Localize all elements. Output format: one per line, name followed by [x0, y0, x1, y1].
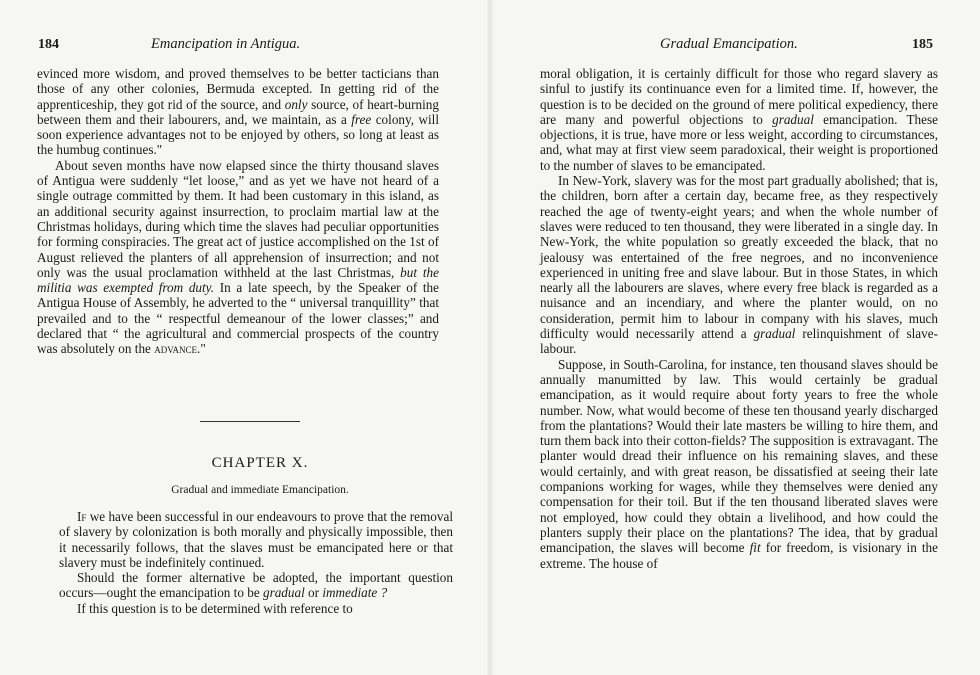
- right-page: [490, 0, 980, 675]
- paragraph: In New-York, slavery was for the most part gradually abolished; that is, the children, born after a certain day, became free, as they respectively reached the age of twenty-eight years; and when the whole number of slaves were reduced to ten thousand, they were liberated in a single day. In New-York, the white population so greatly exceeded the black, that no jealousy was entertained of the free negroes, and no inconvenience experienced in uniting free and slave labour. But in those States, in which nearly all the labourers are slaves, where every free black is regarded as a nuisance and an incendiary, and where the planter would, on no consideration, permit him to labour in company with his slaves, much difficulty would necessarily attend a gradual relinquishment of slave-labour.: [540, 173, 938, 357]
- paragraph: moral obligation, it is certainly difficult for those who regard slavery as sinful to justify its continuance even for a limited time. If, however, the question is to be decided on the ground of mere political expediency, there are many and powerful objections to gradual emancipation. These objections, it is true, have more or less weight, according to circumstances, and, what may at first view seem paradoxical, their weight is proportioned to the number of slaves to be emancipated.: [540, 66, 938, 173]
- section-divider: [200, 421, 300, 422]
- paragraph: Suppose, in South-Carolina, for instance, ten thousand slaves should be annually manumitted by law. This would certainly be gradual emancipation, as it would require about forty years to free the whole number. Now, what would become of these ten thousand yearly discharged from the plantations? Would their late masters be willing to hire them, and turn them back into their cotton-fields? The supposition is extravagant. The planter would dread their influence on his remaining slaves, and these would certainly, and with great reason, be dissatisfied at seeing their late companions working for wages, while they themselves were denied any compensation for their toil. But if the ten thousand liberated slaves were not employed, how could they obtain a livelihood, and how could the planters supply their place on the plantations? The idea, that by gradual emancipation, the slaves will become fit for freedom, is visionary in the extreme. The house of: [540, 356, 938, 571]
- paragraph: If we have been successful in our endeavours to prove that the removal of slavery by colonization is both morally and physically impossible, then it necessarily follows, that the slaves must be emancipated here or that slavery must be indefinitely continued.: [59, 509, 453, 570]
- paragraph: About seven months have now elapsed since the thirty thousand slaves of Antigua were suddenly “let loose,” and as yet we have not heard of a single outrage committed by them. It had been customary in this island, as an additional security against insurrection, to proclaim martial law at the Christmas holidays, during which time the slaves had peculiar opportunities for forming conspiracies. The great act of justice accomplished on the 1st of August relieved the planters of all apprehension of insurrection; and not only was the usual proclamation withheld at the last Christmas, but the militia was exempted from duty. In a late speech, by the Speaker of the Antigua House of Assembly, he adverted to the “ universal tranquillity” that prevailed and to the “ respectful demeanour of the lower classes;” and declared that “ the agricultural and commercial prospects of the country was absolutely on the advance.": [37, 157, 439, 357]
- paragraph: Should the former alternative be adopted, the important question occurs—ought the emancipation to be gradual or immediate ?: [59, 570, 453, 601]
- chapter-heading: CHAPTER X.: [211, 455, 309, 471]
- running-head-title: Gradual Emancipation.: [660, 36, 798, 52]
- page-number: 185: [912, 37, 933, 52]
- paragraph: If this question is to be determined with reference to: [77, 600, 353, 616]
- text-block: [540, 66, 938, 571]
- page-number: 184: [38, 37, 59, 52]
- text-block-chapter: [59, 509, 453, 616]
- chapter-subtitle: Gradual and immediate Emancipation.: [171, 484, 349, 496]
- running-head-title: Emancipation in Antigua.: [151, 36, 301, 52]
- text-block-continuation: [37, 66, 439, 357]
- paragraph: evinced more wisdom, and proved themselves to be better tacticians than those of any other colonies, Bermuda excepted. In getting rid of the apprenticeship, they got rid of the source, and only source, of heart-burning between them and their labourers, and, we maintain, as a free colony, will soon experience advantages not to be enjoyed by others, so long at least as the humbug continues.": [37, 66, 439, 158]
